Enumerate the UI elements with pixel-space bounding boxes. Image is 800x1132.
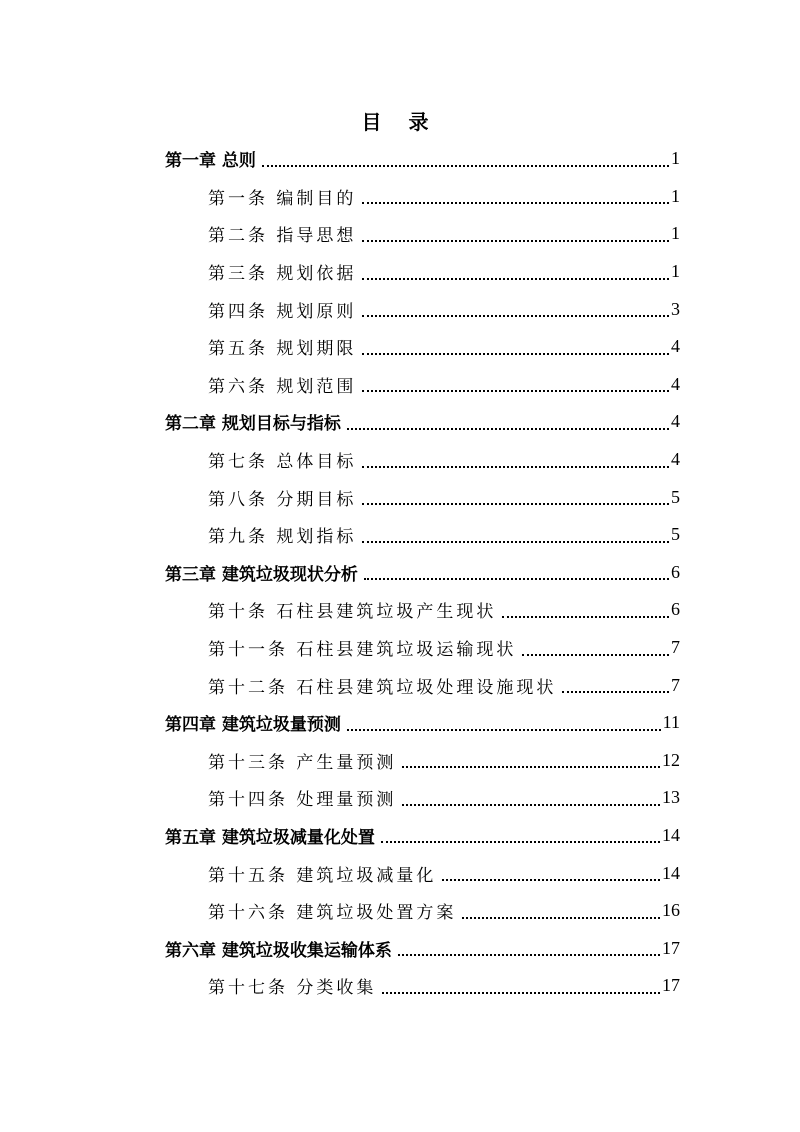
dot-leader <box>381 841 660 843</box>
toc-entry-page: 1 <box>671 148 680 169</box>
dot-leader <box>398 954 660 956</box>
toc-entry-label: 第四章 建筑垃圾量预测 <box>165 715 341 736</box>
toc-entry-label: 第一章 总则 <box>165 151 256 172</box>
toc-entry-label: 第一条 编制目的 <box>208 188 357 209</box>
toc-entry-section[interactable] <box>165 215 680 253</box>
toc-entry-label: 第二章 规划目标与指标 <box>165 414 341 435</box>
toc-entry-label: 第十四条 处理量预测 <box>208 790 397 811</box>
dot-leader <box>362 202 669 204</box>
toc-entry-section[interactable] <box>165 892 680 930</box>
toc-entry-page: 13 <box>662 787 680 808</box>
toc-entry-label: 第十六条 建筑垃圾处置方案 <box>208 903 457 924</box>
dot-leader <box>362 390 669 392</box>
toc-entry-label: 第十五条 建筑垃圾减量化 <box>208 865 437 886</box>
toc-entry-label: 第五章 建筑垃圾减量化处置 <box>165 827 375 848</box>
toc-entry-section[interactable] <box>165 779 680 817</box>
toc-entry-page: 3 <box>671 298 680 319</box>
dot-leader <box>362 315 669 317</box>
toc-entry-page: 4 <box>671 373 680 394</box>
dot-leader <box>502 616 669 618</box>
toc-entry-chapter[interactable] <box>165 817 680 855</box>
dot-leader <box>347 428 669 430</box>
dot-leader <box>362 466 669 468</box>
toc-entry-section[interactable] <box>165 328 680 366</box>
dot-leader <box>364 578 669 580</box>
toc-entry-page: 17 <box>662 975 680 996</box>
toc-entry-label: 第五条 规划期限 <box>208 339 357 360</box>
toc-entry-section[interactable] <box>165 366 680 404</box>
toc-entry-page: 6 <box>671 599 680 620</box>
toc-entry-section[interactable] <box>165 516 680 554</box>
toc-entry-section[interactable] <box>165 854 680 892</box>
toc-entry-page: 1 <box>671 223 680 244</box>
toc-entry-section[interactable] <box>165 441 680 479</box>
toc-entry-page: 17 <box>662 937 680 958</box>
toc-entry-page: 5 <box>671 524 680 545</box>
toc-entry-page: 11 <box>662 712 680 733</box>
toc-entry-section[interactable] <box>165 742 680 780</box>
toc-entry-section[interactable] <box>165 478 680 516</box>
toc-entry-section[interactable] <box>165 666 680 704</box>
dot-leader <box>462 917 660 919</box>
dot-leader <box>442 879 660 881</box>
dot-leader <box>262 165 669 167</box>
toc-entry-page: 5 <box>671 486 680 507</box>
toc-entry-page: 6 <box>671 561 680 582</box>
toc-entry-page: 4 <box>671 449 680 470</box>
toc-entry-label: 第三章 建筑垃圾现状分析 <box>165 564 358 585</box>
toc-entry-label: 第三条 规划依据 <box>208 264 357 285</box>
toc-entry-section[interactable] <box>165 178 680 216</box>
dot-leader <box>362 503 669 505</box>
toc-entry-page: 1 <box>671 261 680 282</box>
dot-leader <box>522 654 669 656</box>
table-of-contents <box>165 140 680 1005</box>
toc-entry-section[interactable] <box>165 253 680 291</box>
dot-leader <box>362 278 669 280</box>
toc-entry-page: 12 <box>662 749 680 770</box>
toc-entry-section[interactable] <box>165 967 680 1005</box>
toc-entry-page: 7 <box>671 637 680 658</box>
dot-leader <box>362 240 669 242</box>
toc-entry-section[interactable] <box>165 629 680 667</box>
toc-entry-label: 第七条 总体目标 <box>208 452 357 473</box>
toc-entry-chapter[interactable] <box>165 704 680 742</box>
toc-entry-label: 第二条 指导思想 <box>208 226 357 247</box>
toc-entry-label: 第十一条 石柱县建筑垃圾运输现状 <box>208 640 517 661</box>
toc-entry-chapter[interactable] <box>165 929 680 967</box>
dot-leader <box>382 992 660 994</box>
toc-entry-label: 第十条 石柱县建筑垃圾产生现状 <box>208 602 497 623</box>
toc-entry-page: 4 <box>671 336 680 357</box>
toc-title: 目 录 <box>361 110 439 134</box>
toc-entry-section[interactable] <box>165 591 680 629</box>
toc-entry-label: 第九条 规划指标 <box>208 527 357 548</box>
toc-entry-chapter[interactable] <box>165 554 680 592</box>
toc-entry-section[interactable] <box>165 290 680 328</box>
toc-entry-label: 第十二条 石柱县建筑垃圾处理设施现状 <box>208 677 557 698</box>
toc-entry-page: 7 <box>671 674 680 695</box>
dot-leader <box>562 691 669 693</box>
toc-entry-page: 14 <box>662 824 680 845</box>
toc-entry-label: 第十三条 产生量预测 <box>208 752 397 773</box>
toc-entry-chapter[interactable] <box>165 403 680 441</box>
dot-leader <box>402 804 660 806</box>
dot-leader <box>362 541 669 543</box>
dot-leader <box>362 353 669 355</box>
toc-entry-label: 第六章 建筑垃圾收集运输体系 <box>165 940 392 961</box>
toc-entry-page: 16 <box>662 900 680 921</box>
toc-entry-label: 第四条 规划原则 <box>208 301 357 322</box>
toc-entry-label: 第八条 分期目标 <box>208 489 357 510</box>
dot-leader <box>347 729 661 731</box>
toc-entry-label: 第六条 规划范围 <box>208 376 357 397</box>
dot-leader <box>402 766 660 768</box>
toc-entry-page: 14 <box>662 862 680 883</box>
toc-entry-page: 1 <box>671 185 680 206</box>
toc-entry-chapter[interactable] <box>165 140 680 178</box>
toc-entry-label: 第十七条 分类收集 <box>208 978 377 999</box>
toc-entry-page: 4 <box>671 411 680 432</box>
